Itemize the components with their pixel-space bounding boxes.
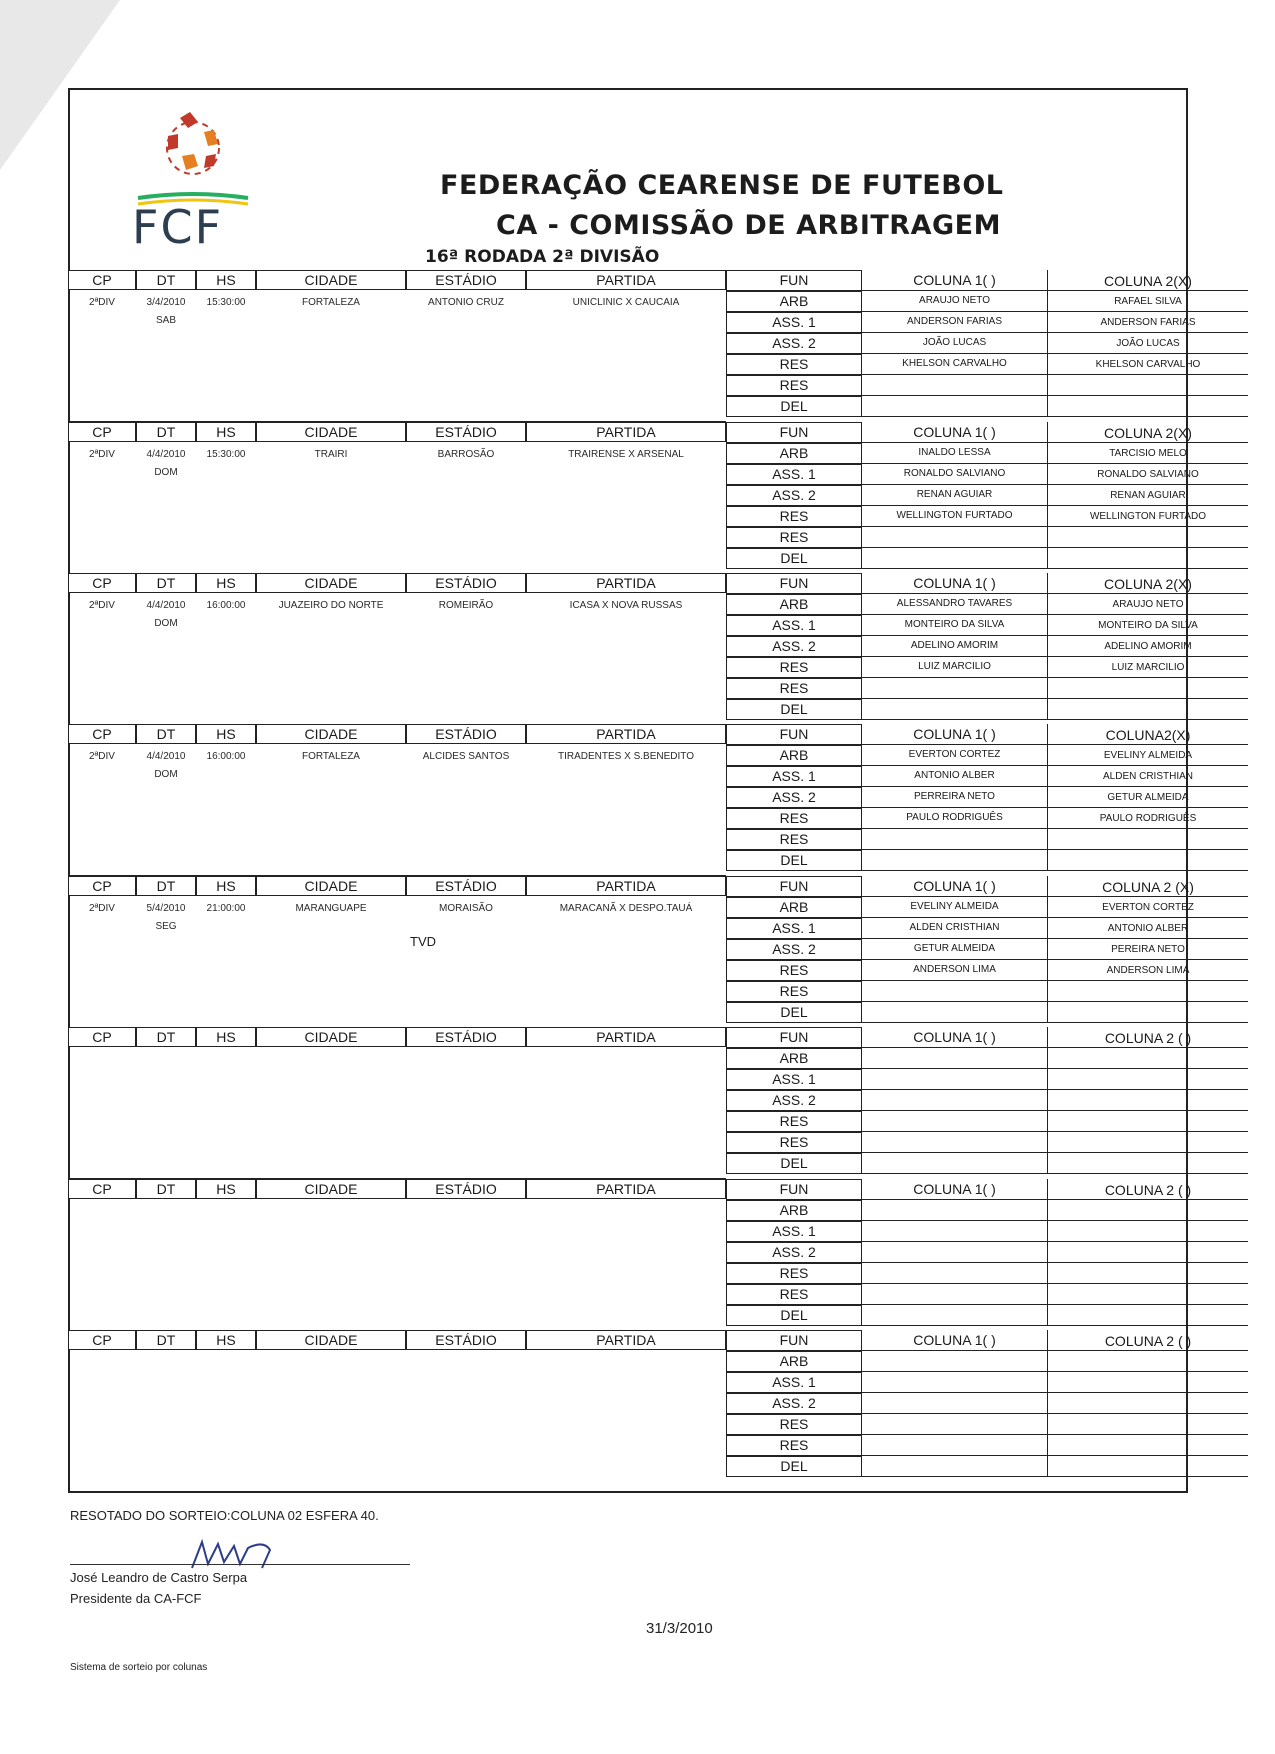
match-cp: 2ªDIV xyxy=(89,449,115,460)
match-hs: 21:00:00 xyxy=(206,903,246,914)
column-1-official xyxy=(862,527,1048,548)
column-2-header: COLUNA 2 ( ) xyxy=(1048,1027,1248,1048)
column-header-dt: DT xyxy=(136,573,196,593)
role-label: RES xyxy=(726,981,862,1002)
match-hs: 16:00:00 xyxy=(206,751,246,762)
column-header-estadio: ESTÁDIO xyxy=(406,876,526,896)
column-2-official xyxy=(1048,678,1248,699)
column-2-official: ADELINO AMORIM xyxy=(1048,636,1248,657)
match-block xyxy=(68,270,1201,422)
role-label: ASS. 2 xyxy=(726,1090,862,1111)
column-header-cp: CP xyxy=(68,1179,136,1199)
column-1-official: ARAUJO NETO xyxy=(862,291,1048,312)
column-header-cp: CP xyxy=(68,573,136,593)
column-2-official: PEREIRA NETO xyxy=(1048,939,1248,960)
role-label: RES xyxy=(726,1132,862,1153)
federation-title: FEDERAÇÃO CEARENSE DE FUTEBOL xyxy=(440,170,1004,201)
column-1-official: PAULO RODRIGUÊS xyxy=(862,808,1048,829)
column-2-header: COLUNA 2(X) xyxy=(1048,573,1248,594)
role-label: DEL xyxy=(726,396,862,417)
column-header-partida: PARTIDA xyxy=(526,724,726,744)
column-1-official: INALDO LESSA xyxy=(862,443,1048,464)
column-2-official xyxy=(1048,375,1248,396)
role-label: RES xyxy=(726,1111,862,1132)
column-1-official xyxy=(862,1284,1048,1305)
role-label: ASS. 1 xyxy=(726,1069,862,1090)
column-2-official: RENAN AGUIAR xyxy=(1048,485,1248,506)
match-day: SEG xyxy=(155,921,177,932)
role-label: RES xyxy=(726,506,862,527)
role-label: ASS. 1 xyxy=(726,1221,862,1242)
column-2-header: COLUNA 2 ( ) xyxy=(1048,1330,1248,1351)
role-label: RES xyxy=(726,960,862,981)
role-label: ASS. 2 xyxy=(726,1242,862,1263)
column-header-cidade: CIDADE xyxy=(256,422,406,442)
column-2-official: EVERTON CORTEZ xyxy=(1048,897,1248,918)
match-block xyxy=(68,1027,1192,1179)
column-1-official: JOÃO LUCAS xyxy=(862,333,1048,354)
role-label: ARB xyxy=(726,1200,862,1221)
column-1-official: EVELINY ALMEIDA xyxy=(862,897,1048,918)
match-block xyxy=(68,1330,1192,1482)
role-header-fun: FUN xyxy=(726,724,862,745)
column-2-official xyxy=(1048,1284,1248,1305)
match-hs: 15:30:00 xyxy=(206,449,246,460)
round-title: 16ª RODADA 2ª DIVISÃO xyxy=(425,247,660,267)
column-1-official xyxy=(862,1221,1048,1242)
match-cidade: FORTALEZA xyxy=(302,297,360,308)
column-2-official xyxy=(1048,1305,1248,1326)
column-2-official xyxy=(1048,1132,1248,1153)
column-1-official xyxy=(862,396,1048,417)
role-label: RES xyxy=(726,1263,862,1284)
role-header-fun: FUN xyxy=(726,876,862,897)
column-2-official xyxy=(1048,1153,1248,1174)
column-1-header: COLUNA 1( ) xyxy=(862,876,1048,897)
column-1-header: COLUNA 1( ) xyxy=(862,1027,1048,1048)
role-label: ASS. 2 xyxy=(726,939,862,960)
role-label: ARB xyxy=(726,443,862,464)
match-cp: 2ªDIV xyxy=(89,903,115,914)
role-label: DEL xyxy=(726,699,862,720)
role-label: ASS. 2 xyxy=(726,485,862,506)
column-1-official: ALESSANDRO TAVARES xyxy=(862,594,1048,615)
role-label: ARB xyxy=(726,291,862,312)
commission-title: CA - COMISSÃO DE ARBITRAGEM xyxy=(496,210,1001,241)
column-1-official xyxy=(862,548,1048,569)
column-2-official xyxy=(1048,1242,1248,1263)
column-1-official xyxy=(862,699,1048,720)
role-label: RES xyxy=(726,527,862,548)
role-label: ASS. 1 xyxy=(726,918,862,939)
column-1-official: GETUR ALMEIDA xyxy=(862,939,1048,960)
role-label: RES xyxy=(726,829,862,850)
match-dt: 4/4/2010 xyxy=(146,449,186,460)
column-1-official: WELLINGTON FURTADO xyxy=(862,506,1048,527)
column-header-estadio: ESTÁDIO xyxy=(406,1027,526,1047)
column-1-official xyxy=(862,678,1048,699)
column-header-dt: DT xyxy=(136,422,196,442)
column-1-header: COLUNA 1( ) xyxy=(862,573,1048,594)
column-header-dt: DT xyxy=(136,1179,196,1199)
column-1-header: COLUNA 1( ) xyxy=(862,724,1048,745)
match-block xyxy=(68,573,1198,725)
column-header-partida: PARTIDA xyxy=(526,422,726,442)
role-label: RES xyxy=(726,657,862,678)
role-label: ASS. 1 xyxy=(726,464,862,485)
column-1-official xyxy=(862,1200,1048,1221)
column-2-official xyxy=(1048,396,1248,417)
column-header-cidade: CIDADE xyxy=(256,1027,406,1047)
column-2-official: KHELSON CARVALHO xyxy=(1048,354,1248,375)
column-2-official xyxy=(1048,1456,1248,1477)
column-1-official xyxy=(862,1069,1048,1090)
column-1-official xyxy=(862,1090,1048,1111)
column-header-partida: PARTIDA xyxy=(526,270,726,290)
document-date: 31/3/2010 xyxy=(646,1620,713,1637)
column-2-header: COLUNA 2(X) xyxy=(1048,422,1248,443)
column-1-official xyxy=(862,1305,1048,1326)
column-header-partida: PARTIDA xyxy=(526,1027,726,1047)
column-header-hs: HS xyxy=(196,422,256,442)
column-1-official: ANTONIO ALBER xyxy=(862,766,1048,787)
column-2-official: ANDERSON LIMA xyxy=(1048,960,1248,981)
column-1-header: COLUNA 1( ) xyxy=(862,1330,1048,1351)
match-estadio: BARROSÃO xyxy=(437,449,495,460)
column-1-official xyxy=(862,1372,1048,1393)
role-header-fun: FUN xyxy=(726,1179,862,1200)
column-2-official: ARAUJO NETO xyxy=(1048,594,1248,615)
column-2-official: ALDEN CRISTHIAN xyxy=(1048,766,1248,787)
column-1-header: COLUNA 1( ) xyxy=(862,270,1048,291)
match-day: DOM xyxy=(154,618,178,629)
column-header-cp: CP xyxy=(68,1330,136,1350)
match-dt: 4/4/2010 xyxy=(146,751,186,762)
column-1-official: RONALDO SALVIANO xyxy=(862,464,1048,485)
match-estadio: ALCIDES SANTOS xyxy=(422,751,510,762)
logo-text: FCF xyxy=(132,200,224,254)
match-partida: UNICLINIC X CAUCAIA xyxy=(572,297,680,308)
column-header-estadio: ESTÁDIO xyxy=(406,422,526,442)
column-1-official: ADELINO AMORIM xyxy=(862,636,1048,657)
column-1-official: LUIZ MARCILIO xyxy=(862,657,1048,678)
column-header-estadio: ESTÁDIO xyxy=(406,1330,526,1350)
column-header-hs: HS xyxy=(196,1179,256,1199)
match-partida: TRAIRENSE X ARSENAL xyxy=(568,449,684,460)
match-cp: 2ªDIV xyxy=(89,751,115,762)
column-2-official xyxy=(1048,1351,1248,1372)
column-1-official xyxy=(862,850,1048,871)
column-2-official xyxy=(1048,1372,1248,1393)
role-label: ASS. 2 xyxy=(726,333,862,354)
column-2-official xyxy=(1048,699,1248,720)
role-label: RES xyxy=(726,1284,862,1305)
column-1-official xyxy=(862,829,1048,850)
column-1-official xyxy=(862,1132,1048,1153)
column-2-official xyxy=(1048,527,1248,548)
role-label: DEL xyxy=(726,1153,862,1174)
column-header-hs: HS xyxy=(196,876,256,896)
role-label: ASS. 2 xyxy=(726,787,862,808)
match-day: DOM xyxy=(154,467,178,478)
column-header-partida: PARTIDA xyxy=(526,573,726,593)
column-2-official xyxy=(1048,1111,1248,1132)
column-1-official: KHELSON CARVALHO xyxy=(862,354,1048,375)
column-1-official xyxy=(862,1153,1048,1174)
column-header-cidade: CIDADE xyxy=(256,1179,406,1199)
column-header-cp: CP xyxy=(68,1027,136,1047)
broadcast-note: TVD xyxy=(410,934,436,949)
role-label: ARB xyxy=(726,1048,862,1069)
column-2-official xyxy=(1048,1002,1248,1023)
role-label: ARB xyxy=(726,897,862,918)
match-partida: TIRADENTES X S.BENEDITO xyxy=(558,751,694,762)
column-header-partida: PARTIDA xyxy=(526,1330,726,1350)
column-1-official: MONTEIRO DA SILVA xyxy=(862,615,1048,636)
column-header-estadio: ESTÁDIO xyxy=(406,573,526,593)
draw-result: RESOTADO DO SORTEIO:COLUNA 02 ESFERA 40. xyxy=(70,1508,379,1523)
column-2-official xyxy=(1048,1393,1248,1414)
column-header-dt: DT xyxy=(136,724,196,744)
role-label: DEL xyxy=(726,1305,862,1326)
match-hs: 16:00:00 xyxy=(206,600,246,611)
column-1-header: COLUNA 1( ) xyxy=(862,422,1048,443)
column-2-official: JOÃO LUCAS xyxy=(1048,333,1248,354)
column-1-official: RENAN AGUIAR xyxy=(862,485,1048,506)
column-1-official xyxy=(862,1414,1048,1435)
column-2-official: ANTONIO ALBER xyxy=(1048,918,1248,939)
column-2-official xyxy=(1048,1090,1248,1111)
signature-mark xyxy=(188,1534,278,1574)
match-hs: 15:30:00 xyxy=(206,297,246,308)
column-1-official xyxy=(862,1242,1048,1263)
column-1-official xyxy=(862,981,1048,1002)
role-header-fun: FUN xyxy=(726,1027,862,1048)
column-header-dt: DT xyxy=(136,270,196,290)
role-label: ASS. 1 xyxy=(726,766,862,787)
match-day: SAB xyxy=(155,315,176,326)
column-2-official: TARCISIO MELO xyxy=(1048,443,1248,464)
column-2-header: COLUNA 2 (X) xyxy=(1048,876,1248,897)
match-estadio: ROMEIRÃO xyxy=(438,600,494,611)
column-1-official: ANDERSON LIMA xyxy=(862,960,1048,981)
role-label: RES xyxy=(726,375,862,396)
column-header-cp: CP xyxy=(68,876,136,896)
role-label: ASS. 1 xyxy=(726,312,862,333)
column-2-official: EVELINY ALMEIDA xyxy=(1048,745,1248,766)
match-partida: ICASA X NOVA RUSSAS xyxy=(569,600,683,611)
match-partida: MARACANÃ X DESPO.TAUÁ xyxy=(559,903,693,914)
column-header-cidade: CIDADE xyxy=(256,270,406,290)
column-2-official: GETUR ALMEIDA xyxy=(1048,787,1248,808)
system-note: Sistema de sorteio por colunas xyxy=(70,1662,208,1673)
role-label: ARB xyxy=(726,594,862,615)
column-2-official xyxy=(1048,1200,1248,1221)
role-label: RES xyxy=(726,1414,862,1435)
column-2-official: WELLINGTON FURTADO xyxy=(1048,506,1248,527)
column-2-official xyxy=(1048,1048,1248,1069)
match-dt: 3/4/2010 xyxy=(146,297,186,308)
column-header-hs: HS xyxy=(196,1027,256,1047)
role-label: RES xyxy=(726,678,862,699)
role-label: DEL xyxy=(726,1456,862,1477)
column-header-hs: HS xyxy=(196,573,256,593)
column-2-official xyxy=(1048,1221,1248,1242)
column-2-official xyxy=(1048,1435,1248,1456)
role-header-fun: FUN xyxy=(726,270,862,291)
match-cidade: TRAIRI xyxy=(314,449,348,460)
fcf-logo xyxy=(118,100,268,260)
match-estadio: MORAISÃO xyxy=(439,903,493,914)
column-1-official xyxy=(862,1002,1048,1023)
signer-name: José Leandro de Castro Serpa xyxy=(70,1570,248,1585)
column-header-cidade: CIDADE xyxy=(256,1330,406,1350)
column-header-estadio: ESTÁDIO xyxy=(406,724,526,744)
role-label: ARB xyxy=(726,1351,862,1372)
match-cidade: MARANGUAPE xyxy=(295,903,367,914)
role-label: DEL xyxy=(726,548,862,569)
match-block xyxy=(68,422,1207,574)
column-header-hs: HS xyxy=(196,270,256,290)
column-1-official xyxy=(862,1351,1048,1372)
match-block xyxy=(68,724,1197,876)
column-1-official xyxy=(862,1456,1048,1477)
column-1-official xyxy=(862,1263,1048,1284)
column-2-official xyxy=(1048,981,1248,1002)
column-2-header: COLUNA2(X) xyxy=(1048,724,1248,745)
column-1-official xyxy=(862,1048,1048,1069)
column-1-official: EVERTON CORTEZ xyxy=(862,745,1048,766)
column-header-hs: HS xyxy=(196,1330,256,1350)
match-dt: 5/4/2010 xyxy=(146,903,186,914)
role-header-fun: FUN xyxy=(726,573,862,594)
column-header-partida: PARTIDA xyxy=(526,876,726,896)
column-2-official xyxy=(1048,1263,1248,1284)
column-1-official: ANDERSON FARIAS xyxy=(862,312,1048,333)
role-header-fun: FUN xyxy=(726,1330,862,1351)
column-2-header: COLUNA 2 ( ) xyxy=(1048,1179,1248,1200)
role-label: ASS. 2 xyxy=(726,1393,862,1414)
match-block xyxy=(68,1179,1192,1331)
match-cidade: FORTALEZA xyxy=(302,751,360,762)
column-1-official xyxy=(862,1393,1048,1414)
column-2-official: MONTEIRO DA SILVA xyxy=(1048,615,1248,636)
column-header-dt: DT xyxy=(136,1027,196,1047)
column-2-header: COLUNA 2(X) xyxy=(1048,270,1248,291)
column-header-partida: PARTIDA xyxy=(526,1179,726,1199)
column-header-dt: DT xyxy=(136,1330,196,1350)
column-2-official xyxy=(1048,829,1248,850)
column-2-official: RONALDO SALVIANO xyxy=(1048,464,1248,485)
column-2-official: RAFAEL SILVA xyxy=(1048,291,1248,312)
column-2-official xyxy=(1048,548,1248,569)
role-label: RES xyxy=(726,1435,862,1456)
column-header-cidade: CIDADE xyxy=(256,876,406,896)
column-header-cp: CP xyxy=(68,422,136,442)
column-2-official xyxy=(1048,850,1248,871)
column-header-estadio: ESTÁDIO xyxy=(406,1179,526,1199)
column-header-cp: CP xyxy=(68,270,136,290)
column-2-official: ANDERSON FARIAS xyxy=(1048,312,1248,333)
column-2-official: LUIZ MARCILIO xyxy=(1048,657,1248,678)
column-header-estadio: ESTÁDIO xyxy=(406,270,526,290)
column-2-official xyxy=(1048,1414,1248,1435)
column-header-dt: DT xyxy=(136,876,196,896)
role-label: DEL xyxy=(726,1002,862,1023)
column-1-official: PERREIRA NETO xyxy=(862,787,1048,808)
column-1-official xyxy=(862,1111,1048,1132)
column-header-cp: CP xyxy=(68,724,136,744)
match-cidade: JUAZEIRO DO NORTE xyxy=(278,600,384,611)
match-dt: 4/4/2010 xyxy=(146,600,186,611)
column-header-cidade: CIDADE xyxy=(256,573,406,593)
column-2-official xyxy=(1048,1069,1248,1090)
column-1-official: ALDEN CRISTHIAN xyxy=(862,918,1048,939)
match-cp: 2ªDIV xyxy=(89,600,115,611)
column-header-cidade: CIDADE xyxy=(256,724,406,744)
column-1-official xyxy=(862,375,1048,396)
role-header-fun: FUN xyxy=(726,422,862,443)
match-estadio: ANTONIO CRUZ xyxy=(428,297,504,308)
column-header-hs: HS xyxy=(196,724,256,744)
role-label: ARB xyxy=(726,745,862,766)
signer-role: Presidente da CA-FCF xyxy=(70,1591,202,1606)
column-2-official: PAULO RODRIGUÊS xyxy=(1048,808,1248,829)
role-label: RES xyxy=(726,808,862,829)
match-block xyxy=(68,876,1194,1028)
role-label: ASS. 1 xyxy=(726,1372,862,1393)
role-label: RES xyxy=(726,354,862,375)
role-label: ASS. 2 xyxy=(726,636,862,657)
column-1-header: COLUNA 1( ) xyxy=(862,1179,1048,1200)
signature-line xyxy=(70,1564,410,1565)
role-label: DEL xyxy=(726,850,862,871)
match-day: DOM xyxy=(154,769,178,780)
column-1-official xyxy=(862,1435,1048,1456)
match-cp: 2ªDIV xyxy=(89,297,115,308)
role-label: ASS. 1 xyxy=(726,615,862,636)
